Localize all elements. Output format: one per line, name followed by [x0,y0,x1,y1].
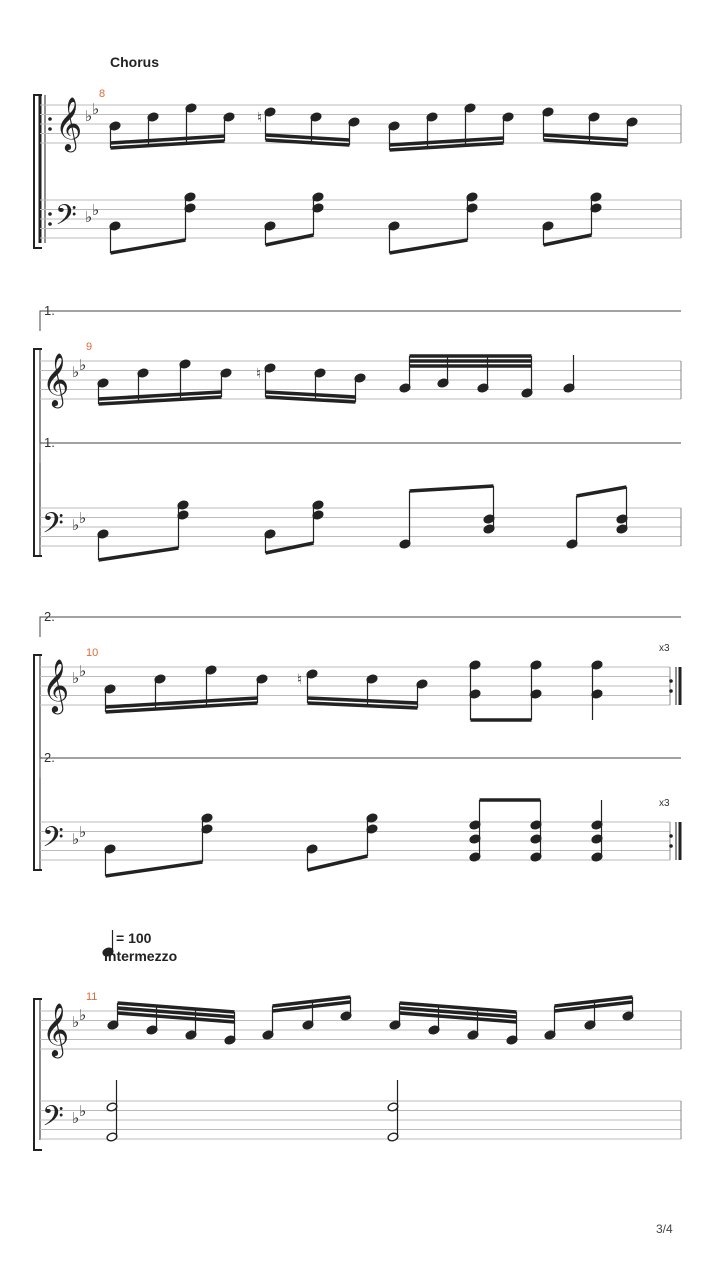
volta-2-label: 2. [44,609,55,624]
flat-icon: ♭ [72,1109,80,1127]
repeat-count-treble: x3 [659,643,670,654]
repeat-dot [669,834,673,838]
flat-icon: ♭ [79,1006,87,1024]
treble-clef-icon: 𝄞 [42,658,70,712]
bass-clef-icon: 𝄢 [55,199,77,239]
repeat-dot [669,689,673,693]
flat-icon: ♭ [72,516,80,534]
measure-number-10: 10 [86,647,99,659]
repeat-dot [48,117,52,121]
repeat-dot [48,127,52,131]
beam [577,487,627,496]
flat-icon: ♭ [72,669,80,687]
flat-icon: ♭ [72,1013,80,1031]
natural-icon: ♮ [297,672,303,688]
flat-icon: ♭ [79,662,87,680]
beam [410,486,494,491]
volta-2-label-bass: 2. [44,750,55,765]
volta-bracket [40,617,681,637]
repeat-count-bass: x3 [659,798,670,809]
flat-icon: ♭ [72,363,80,381]
beam [308,856,368,870]
measure-number-9: 9 [86,341,93,353]
repeat-dot [48,212,52,216]
flat-icon: ♭ [79,509,87,527]
treble-clef-icon: 𝄞 [42,1002,70,1056]
beam [99,548,179,560]
treble-clef-icon: 𝄞 [42,352,70,406]
beam [106,862,203,876]
flat-icon: ♭ [79,1102,87,1120]
volta-1-label-bass: 1. [44,435,55,450]
flat-icon: ♭ [79,356,87,374]
repeat-dot [669,679,673,683]
repeat-dot [669,844,673,848]
measure-number-11: 11 [86,991,98,1003]
volta-1-label: 1. [44,303,55,318]
flat-icon: ♭ [79,823,87,841]
treble-clef-icon: 𝄞 [55,96,83,150]
beam [266,543,314,553]
beam [544,235,592,245]
flat-icon: ♭ [92,100,100,118]
flat-icon: ♭ [72,830,80,848]
natural-icon: ♮ [257,110,263,126]
beam [111,240,186,253]
system-bracket [34,655,42,870]
bass-clef-icon: 𝄢 [42,1100,64,1140]
tempo-marking: = 100 [116,930,152,946]
page-number: 3/4 [656,1222,673,1236]
volta-bracket [40,758,681,778]
section-title-chorus: Chorus [110,54,159,70]
repeat-dot [48,222,52,226]
beam [266,235,314,245]
beam [390,240,468,253]
natural-icon: ♮ [256,366,262,382]
bass-clef-icon: 𝄢 [42,507,64,547]
volta-bracket [40,311,681,331]
flat-icon: ♭ [85,208,93,226]
system-bracket [34,999,42,1150]
section-title-intermezzo: Intermezzo [104,948,178,964]
flat-icon: ♭ [92,201,100,219]
volta-bracket [40,443,681,463]
measure-number-8: 8 [99,88,106,100]
bass-clef-icon: 𝄢 [42,821,64,861]
flat-icon: ♭ [85,107,93,125]
